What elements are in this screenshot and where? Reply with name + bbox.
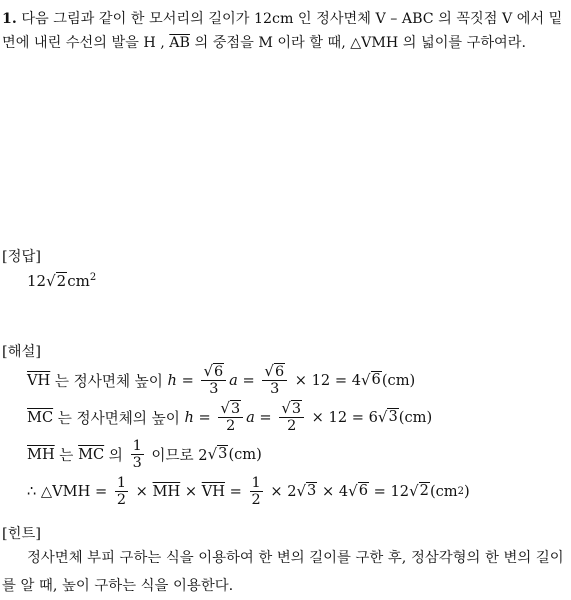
root: 3 [307, 482, 317, 499]
root: 6 [214, 364, 224, 380]
fraction [250, 475, 263, 508]
solution-line-3 [27, 436, 262, 472]
solution-label: [해설] [2, 344, 42, 360]
equals: = [225, 482, 247, 500]
hint-text: 정사면체 부피 구하는 식을 이용하여 한 변의 길이를 구한 후, 정삼각형의 한 변의 길이를 알 때, 높이 구하는 식을 이용한다. [2, 550, 564, 594]
unit: (cm [429, 482, 458, 500]
denominator: 2 [116, 491, 127, 508]
equals: = [193, 408, 216, 426]
numerator: 1 [116, 474, 127, 491]
segment-vh: $\overline{VH}$ [201, 482, 226, 500]
fraction [115, 475, 128, 508]
times: × [131, 482, 153, 500]
answer-value [27, 272, 96, 290]
answer-exp: 2 [89, 272, 97, 283]
denominator: 3 [209, 381, 219, 397]
root: 6 [358, 482, 368, 499]
sqrt: √ 3 [377, 408, 398, 426]
segment-mh: $\overline{MH}$ [152, 482, 181, 500]
numerator: 1 [251, 474, 261, 491]
answer-sqrt: √ 2 [46, 272, 67, 290]
unit: (cm) [398, 408, 433, 426]
equals: = 12 [369, 482, 410, 500]
denominator: 2 [287, 418, 297, 434]
answer-unit: cm [67, 272, 90, 290]
fraction: √ 3 2 [218, 400, 243, 434]
root: 3 [230, 401, 241, 417]
sqrt: √ 3 [207, 445, 228, 463]
problem-number: 1. [2, 11, 17, 27]
therefore-lead: ∴ △VMH = [27, 482, 112, 500]
unit-close: ) [464, 482, 470, 500]
exponent: 2 [457, 485, 465, 497]
root: 6 [274, 364, 285, 380]
numerator: 1 [132, 437, 142, 454]
fraction: √ 6 3 [262, 363, 287, 397]
segment-mc: $\overline{MC}$ [27, 408, 54, 426]
line3-text: 는 [54, 446, 79, 464]
root: 3 [291, 401, 302, 417]
denominator: 2 [226, 418, 236, 434]
segment-mh: $\overline{MH}$ [27, 445, 55, 463]
answer-root: 2 [56, 272, 67, 290]
times: × 2 [265, 482, 297, 500]
line3-text: 이므로 2 [146, 446, 208, 464]
denominator: 3 [132, 454, 142, 471]
sqrt: √ 2 [409, 482, 429, 500]
answer-label: [정답] [2, 249, 42, 265]
solution-line-2 [27, 399, 432, 435]
solution-line-1 [27, 362, 415, 398]
sqrt: √ 3 [296, 482, 317, 500]
solution-line-4 [27, 473, 470, 509]
hint-label: [힌트] [2, 526, 42, 542]
var-a: a [229, 371, 238, 389]
denominator: 3 [270, 381, 280, 397]
unit: (cm) [381, 371, 416, 389]
root: 6 [371, 371, 381, 388]
line1-text: 는 정사면체 높이 [50, 372, 168, 390]
segment-vh: $\overline{VH}$ [27, 371, 51, 389]
equals: = [176, 371, 199, 389]
segment-mc: $\overline{MC}$ [78, 445, 105, 463]
denominator: 2 [251, 491, 261, 508]
equals: = [254, 408, 277, 426]
var-a: a [246, 408, 255, 426]
answer-coef: 12 [27, 272, 47, 290]
fraction: √ 6 3 [201, 363, 226, 397]
times: × 4 [317, 482, 349, 500]
var-h: h [184, 408, 194, 426]
var-h: h [167, 371, 177, 389]
sqrt: √ 6 [348, 482, 368, 500]
fraction: √ 3 2 [279, 400, 304, 434]
root: 3 [218, 445, 228, 462]
line2-text: 는 정사면체의 높이 [53, 409, 185, 427]
line2-tail: × 12 = 6 [307, 408, 378, 426]
root: 3 [388, 408, 398, 425]
problem-text [2, 8, 568, 55]
unit: (cm) [228, 445, 262, 463]
sqrt: √ 6 [360, 371, 381, 389]
line3-text: 의 [104, 446, 128, 464]
line1-tail: × 12 = 4 [290, 371, 361, 389]
times: × [180, 482, 202, 500]
fraction [131, 438, 144, 471]
root: 2 [419, 482, 429, 499]
problem-body-a: 다음 그림과 같이 한 모서리의 길이가 12cm 인 정사면체 V – ABC 의 꼭짓점 V 에서 밑면에 내린 수선의 발을 H , [2, 11, 563, 51]
segment-ab: $\overline{AB}$ [169, 34, 190, 51]
equals: = [237, 371, 260, 389]
problem-body-b: 의 중점을 M 이라 할 때, △VMH 의 넓이를 구하여라. [189, 34, 526, 51]
